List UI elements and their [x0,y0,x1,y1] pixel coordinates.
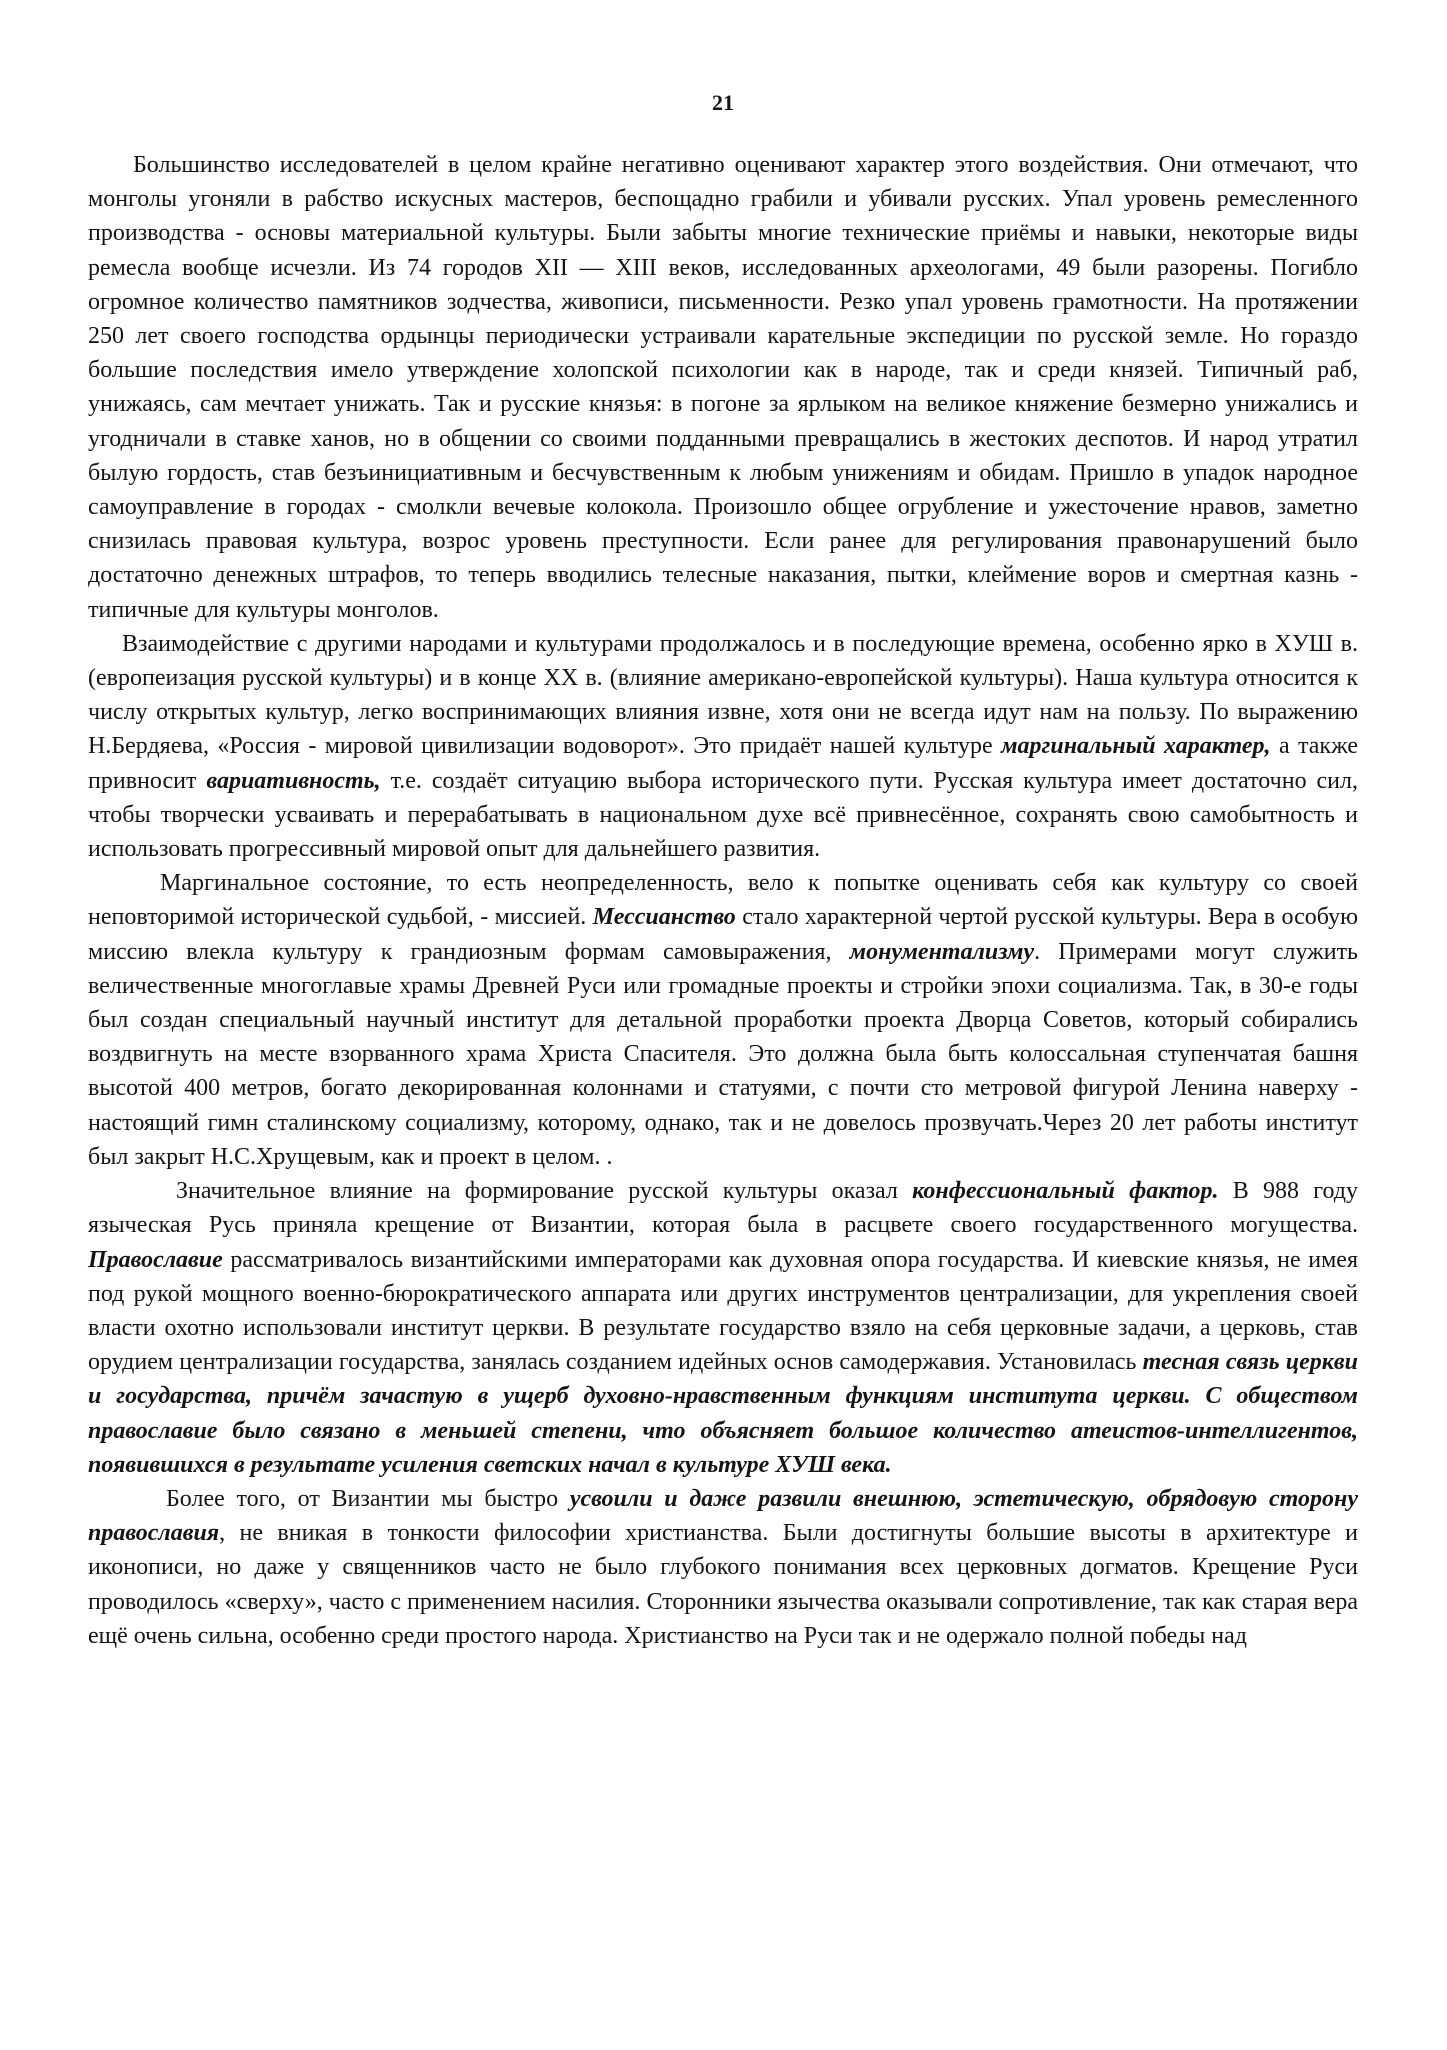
document-page [88,88,1358,1653]
emphasized-term: маргинальный характер, [1001,733,1271,760]
paragraph-text: рассматривалось византийскими императорами как духовная опора государства. И киевские князья, не имея под рукой мощного военно-бюрократического аппарата или других инструментов централизации, для укрепления своей власти охотно использовали институт церкви. В результате государство взяло на себя церковные задачи, а церковь, став орудием централизации государства, занялась созданием идейных основ самодержавия. Установилась [88,1246,1358,1376]
paragraph-text: Более того, от Византии мы быстро [166,1485,570,1512]
emphasized-term: вариативность, [206,767,381,794]
paragraph-text: , не вникая в тонкости философии христианства. Были достигнуты большие высоты в архитектуре и иконописи, но даже у священников часто не было глубокого понимания всех церковных догматов. Крещение Руси проводилось «сверху», часто с применением насилия. Сторонники язычества оказывали сопротивление, так как старая вера ещё очень сильна, особенно среди простого народа. Христианство на Руси так и не одержало полной победы над [88,1520,1358,1649]
emphasized-term: конфессиональный фактор. [912,1178,1219,1205]
emphasized-term: тесная связь церкви и государства, причём зачастую в ущерб духовно-нравственным функциям института церкви. С обществом православие было связано в меньшей степени, что объясняет большое количество атеистов-интеллигентов, появившихся в результате усиления светских начал в культуре ХУШ века. [88,1349,1359,1478]
paragraph-text: Маргинальное состояние, то есть неопределенность, вело к попытке оценивать себя как культуру со своей неповторимой исторической судьбой, - миссией. [88,870,1358,931]
paragraph-mongol-impact [88,148,1358,627]
paragraph-text: В 988 году языческая Русь приняла крещение от Византии, которая была в расцвете своего государственного могущества. [88,1178,1359,1239]
paragraph-text: стало характерной чертой русской культуры. Вера в особую миссию влекла культуру к грандиозным формам самовыражения, [88,904,1359,965]
paragraph-text: . Примерами могут служить величественные многоглавые храмы Древней Руси или громадные проекты и стройки эпохи социализма. Так, в 30-е годы был создан специальный научный институт для детальной проработки проекта Дворца Советов, который собирались воздвигнуть на месте взорванного храма Христа Спасителя. Это должна была быть колоссальная ступенчатая башня высотой 400 метров, богато декорированная колоннами и статуями, с почти сто метровой фигурой Ленина наверху - настоящий гимн сталинскому социализму, которому, однако, так и не довелось прозвучать.Через 20 лет работы институт был закрыт Н.С.Хрущевым, как и проект в целом. . [88,938,1358,1170]
page-number: 21 [712,90,734,115]
paragraph-messianism [88,866,1358,1174]
emphasized-term: усвоили и даже развили внешнюю, эстетическую, обрядовую сторону православия [88,1485,1359,1547]
emphasized-term: Мессианство [592,904,736,931]
paragraph-confessional-factor [88,1174,1358,1482]
emphasized-term: Православие [88,1246,223,1273]
paragraph-text: Большинство исследователей в целом крайне негативно оценивают характер этого воздействия. Они отмечают, что монголы угоняли в рабство искусных мастеров, беспощадно грабили и убивали русских. Упал уровень ремесленного производства - основы материальной культуры. Были забыты многие технические приёмы и навыки, некоторые виды ремесла вообще исчезли. Из 74 городов XII — XIII веков, исследованных археологами, 49 были разорены. Погибло огромное количество памятников зодчества, живописи, письменности. Резко упал уровень грамотности. На протяжении 250 лет своего господства ордынцы периодически устраивали карательные экспедиции по русской земле. Но гораздо большие последствия имело утверждение холопской психологии как в народе, так и среди князей. Типичный раб, унижаясь, сам мечтает унижать. Так и русские князья: в погоне за ярлыком на великое княжение безмерно унижались и угодничали в ставке ханов, но в общении со своими подданными превращались в жестоких деспотов. И народ утратил былую гордость, став безъинициативным и бесчувственным к любым унижениям и обидам. Пришло в упадок народное самоуправление в городах - смолкли вечевые колокола. Произошло общее огрубление и ужесточение нравов, заметно снизилась правовая культура, возрос уровень преступности. Если ранее для регулирования правонарушений было достаточно денежных штрафов, то теперь вводились телесные наказания, пытки, клеймение воров и смертная казнь - типичные для культуры монголов. [88,152,1358,623]
paragraph-byzantine-ritual [88,1482,1358,1653]
paragraph-cultural-interaction [88,627,1358,866]
paragraph-text: а также привносит [88,733,1358,794]
paragraph-text: т.е. создаёт ситуацию выбора исторического пути. Русская культура имеет достаточно сил, чтобы творчески усваивать и перерабатывать в национальном духе всё привнесённое, сохранять свою самобытность и использовать прогрессивный мировой опыт для дальнейшего развития. [88,767,1358,863]
paragraph-text: Значительное влияние на формирование русской культуры оказал [176,1178,913,1205]
paragraph-text: Взаимодействие с другими народами и культурами продолжалось и в последующие времена, особенно ярко в ХУШ в. (европеизация русской культуры) и в конце XX в. (влияние американо-европейской культуры). Наша культура относится к числу открытых культур, легко воспринимающих влияния извне, хотя они не всегда идут нам на пользу. По выражению Н.Бердяева, «Россия - мировой цивилизации водоворот». Это придаёт нашей культуре [88,630,1358,760]
emphasized-term: монументализму [849,938,1035,965]
